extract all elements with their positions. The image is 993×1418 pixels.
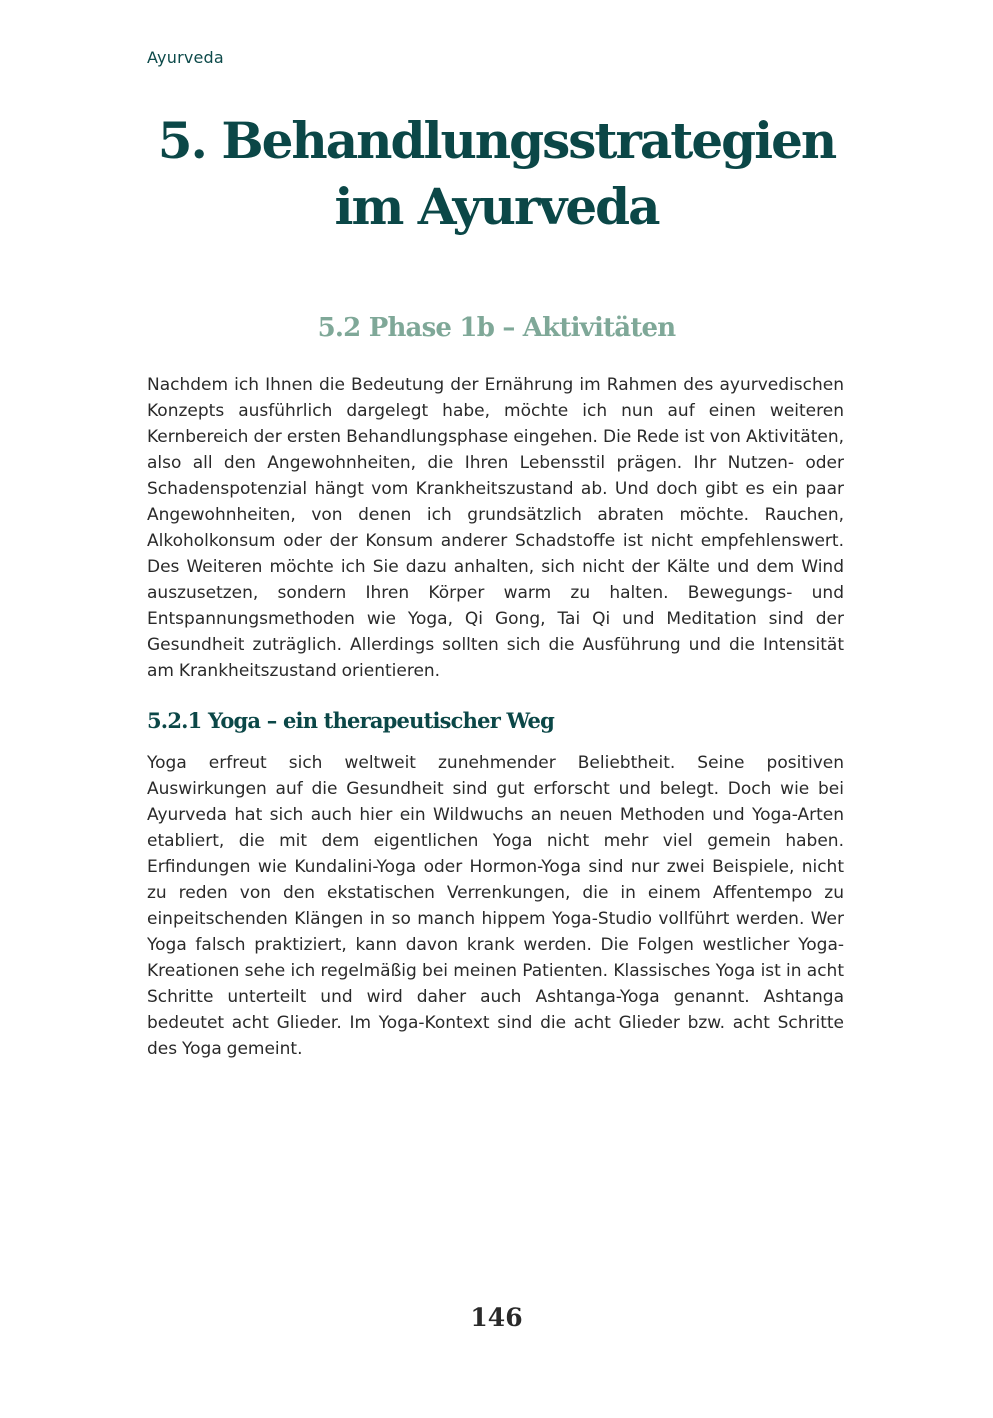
section-paragraph: Nachdem ich Ihnen die Bedeutung der Ernährung im Rahmen des ayurvedischen Konzepts ausführlich dargelegt habe, möchte ich nun auf einen weiteren Kernbereich der ersten Behandlungsphase eingehen. Die Rede ist von Aktivitäten, also all den Angewohnheiten, die Ihren Lebensstil prägen. Ihr Nutzen- oder Schadenspotenzial hängt vom Krankheitszustand ab. Und doch gibt es ein paar Angewohnheiten, von denen ich grundsätzlich abraten möchte. Rauchen, Alkoholkonsum oder der Konsum anderer Schadstoffe ist nicht empfehlenswert. Des Weiteren möchte ich Sie dazu anhalten, sich nicht der Kälte und dem Wind auszusetzen, sondern Ihren Körper warm zu halten. Bewegungs- und Entspannungsmethoden wie Yoga, Qi Gong, Tai Qi und Meditation sind der Gesundheit zuträglich. Allerdings sollten sich die Ausführung und die Intensität am Krankheitszustand orientieren.	[147, 375, 844, 681]
chapter-title-line-1: 5. Behandlungsstrategien	[157, 111, 836, 170]
subsection-title: 5.2.1 Yoga – ein therapeutischer Weg	[147, 708, 554, 733]
page-number: 146	[470, 1303, 523, 1332]
running-header: Ayurveda	[147, 48, 224, 67]
subsection-paragraph: Yoga erfreut sich weltweit zunehmender Beliebtheit. Seine positiven Auswirkungen auf die Gesundheit sind gut erforscht und belegt. Doch wie bei Ayurveda hat sich auch hier ein Wildwuchs an neuen Methoden und Yoga-Arten etabliert, die mit dem eigentlichen Yoga nicht mehr viel gemein haben. Erfindungen wie Kundalini-Yoga oder Hormon-Yoga sind nur zwei Beispiele, nicht zu reden von den ekstatischen Verrenkungen, die in einem Affentempo zu einpeitschenden Klängen in so manch hippem Yoga-Studio vollführt werden. Wer Yoga falsch praktiziert, kann davon krank werden. Die Folgen westlicher Yoga-Kreationen sehe ich regelmäßig bei meinen Patienten. Klassisches Yoga ist in acht Schritte unterteilt und wird daher auch Ashtanga-Yoga genannt. Ashtanga bedeutet acht Glieder. Im Yoga-Kontext sind die acht Glieder bzw. acht Schritte des Yoga gemeint.	[147, 753, 844, 1059]
section-title: 5.2 Phase 1b – Aktivitäten	[317, 313, 676, 343]
chapter-title-line-2: im Ayurveda	[334, 177, 659, 236]
chapter-title	[100, 108, 893, 240]
